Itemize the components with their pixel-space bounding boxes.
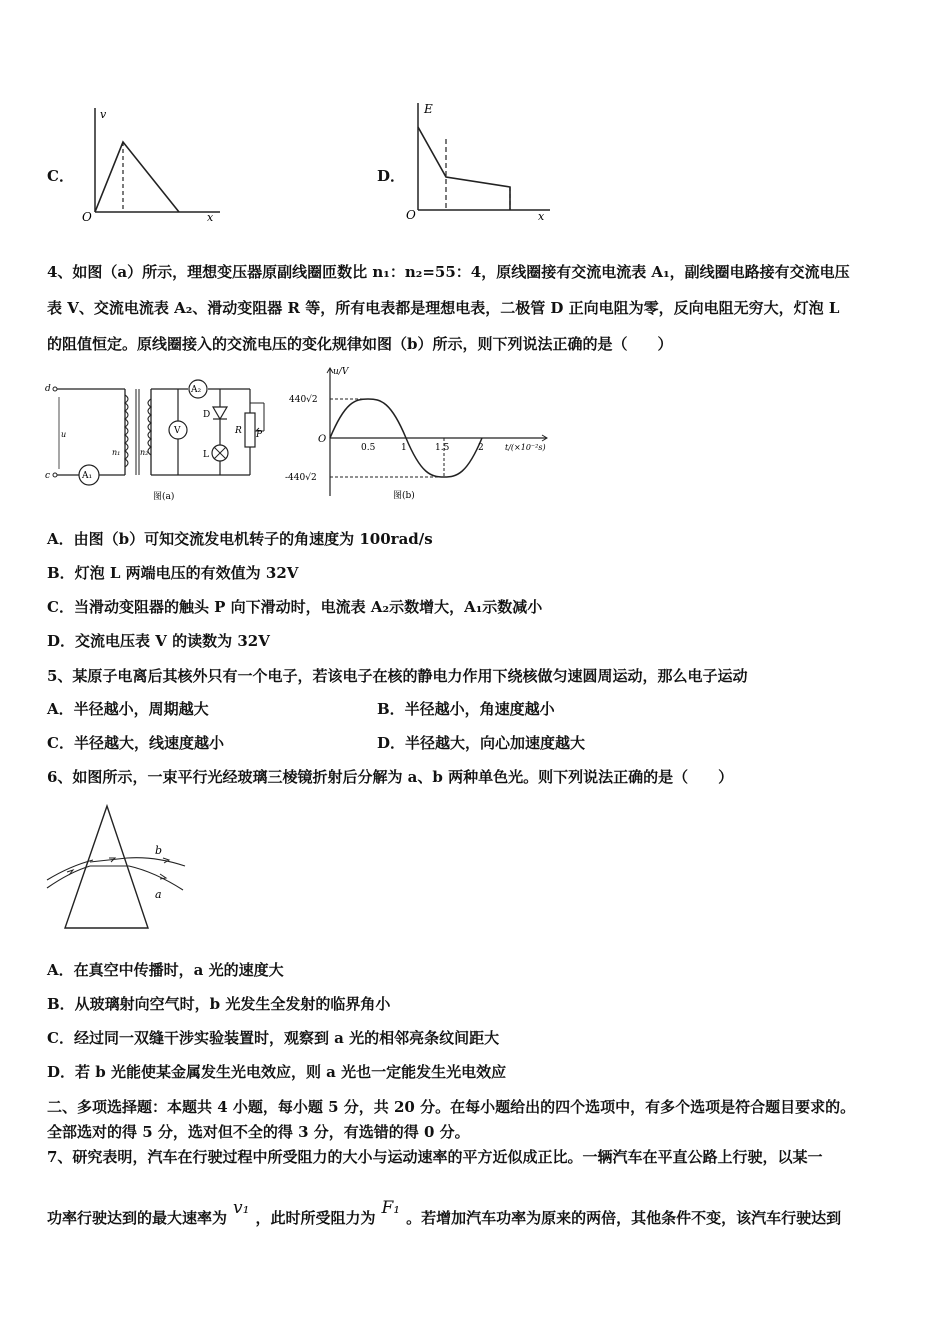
q4-figure-b-sine: [285, 362, 555, 507]
q6-option-b: B．从玻璃射向空气时，b 光发生全发射的临界角小: [47, 995, 391, 1013]
q5-option-d: D．半径越大，向心加速度越大: [377, 734, 586, 752]
option-c-label: C．: [47, 167, 74, 185]
graph-c-origin: O: [82, 210, 92, 224]
graph-c-x-label: x: [207, 211, 214, 224]
q7-v1-symbol: v₁: [233, 1198, 250, 1218]
q6-option-d: D．若 b 光能使某金属发生光电效应，则 a 光也一定能发生光电效应: [47, 1063, 507, 1081]
fig-b-tick-1: 1: [401, 443, 407, 453]
q4-stem-line2: 表 V、交流电流表 A₂、滑动变阻器 R 等，所有电表都是理想电表，二极管 D 正向电阻为零，反向电阻无穷大，灯泡 L: [47, 299, 840, 317]
q6-prism-figure: [45, 800, 195, 935]
q4-option-a: A．由图（b）可知交流发电机转子的角速度为 100rad/s: [47, 530, 433, 548]
q4-option-b: B．灯泡 L 两端电压的有效值为 32V: [47, 564, 299, 582]
fig-a-caption: 图(a): [153, 492, 175, 502]
fig-b-x-label: t/(×10⁻²s): [505, 443, 546, 452]
q7-stem-line2: [47, 1198, 842, 1228]
fig-a-A1: A₁: [82, 471, 93, 481]
q4-figure-a-circuit: [45, 375, 285, 505]
fig-a-n2: n₂: [140, 448, 149, 457]
fig-b-caption: 图(b): [393, 491, 415, 501]
q7-text-c: 。若增加汽车功率为原来的两倍，其他条件不变，该汽车行驶达到: [406, 1209, 842, 1227]
q5-stem: 5、某原子电离后其核外只有一个电子，若该电子在核的静电力作用下绕核做匀速圆周运动，那么电子运动: [47, 667, 748, 685]
section2-instructions-line1: 二、多项选择题：本题共 4 小题，每小题 5 分，共 20 分。在每小题给出的四个选项中，有多个选项是符合题目要求的。: [47, 1098, 856, 1116]
fig-b-tick-0.5: 0.5: [361, 443, 376, 453]
q4-stem-line3: 的阻值恒定。原线圈接入的交流电压的变化规律如图（b）所示，则下列说法正确的是（ ）: [47, 335, 673, 353]
q5-option-a: A．半径越小，周期越大: [47, 700, 209, 718]
prism-ray-a: a: [155, 888, 162, 901]
fig-b-origin: O: [318, 434, 327, 445]
prism-ray-b: b: [155, 844, 163, 857]
q7-text-a: 功率行驶达到的最大速率为: [47, 1209, 228, 1227]
graph-d-e-x: [400, 95, 555, 225]
q5-option-c: C．半径越大，线速度越小: [47, 734, 224, 752]
q4-option-c: C．当滑动变阻器的触头 P 向下滑动时，电流表 A₂示数增大，A₁示数减小: [47, 598, 543, 616]
fig-a-V: V: [174, 426, 181, 436]
fig-a-u: u: [61, 430, 67, 439]
fig-a-L: L: [203, 450, 209, 460]
q6-option-c: C．经过同一双缝干涉实验装置时，观察到 a 光的相邻亮条纹间距大: [47, 1029, 500, 1047]
q4-stem-line1: 4、如图（a）所示，理想变压器原副线圈匝数比 n₁：n₂=55：4，原线圈接有交流电流表 A₁，副线圈电路接有交流电压: [47, 263, 850, 281]
graph-d-x-label: x: [538, 210, 545, 223]
q7-text-b: ，此时所受阻力为: [255, 1209, 376, 1227]
fig-b-tick-2: 2: [478, 443, 484, 453]
fig-a-c: c: [45, 471, 51, 481]
fig-a-D: D: [203, 410, 211, 420]
graph-d-origin: O: [406, 208, 416, 222]
graph-c-v-x: [75, 100, 225, 225]
fig-a-P: P: [256, 430, 263, 440]
q6-option-a: A．在真空中传播时，a 光的速度大: [47, 961, 284, 979]
graph-d-y-label: E: [424, 102, 433, 116]
fig-b-y-bottom: -440√2: [285, 473, 317, 483]
fig-a-n1: n₁: [112, 448, 121, 457]
q7-f1-symbol: F₁: [381, 1198, 401, 1218]
fig-a-A2: A₂: [191, 385, 202, 395]
q4-option-d: D．交流电压表 V 的读数为 32V: [47, 632, 270, 650]
q5-option-b: B．半径越小，角速度越小: [377, 700, 555, 718]
q7-stem-line1: 7、研究表明，汽车在行驶过程中所受阻力的大小与运动速率的平方近似成正比。一辆汽车在平直公路上行驶，以某一: [47, 1148, 823, 1166]
fig-a-d: d: [45, 384, 51, 394]
option-d-label: D．: [377, 167, 406, 185]
fig-b-tick-1.5: 1.5: [435, 443, 450, 453]
fig-b-y-top: 440√2: [289, 395, 318, 405]
fig-a-R: R: [235, 426, 242, 436]
q6-stem: 6、如图所示，一束平行光经玻璃三棱镜折射后分解为 a、b 两种单色光。则下列说法正确的是（ ）: [47, 768, 734, 786]
graph-c-y-label: v: [100, 108, 107, 121]
section2-instructions-line2: 全部选对的得 5 分，选对但不全的得 3 分，有选错的得 0 分。: [47, 1123, 470, 1141]
fig-b-y-label: u/V: [333, 367, 349, 377]
